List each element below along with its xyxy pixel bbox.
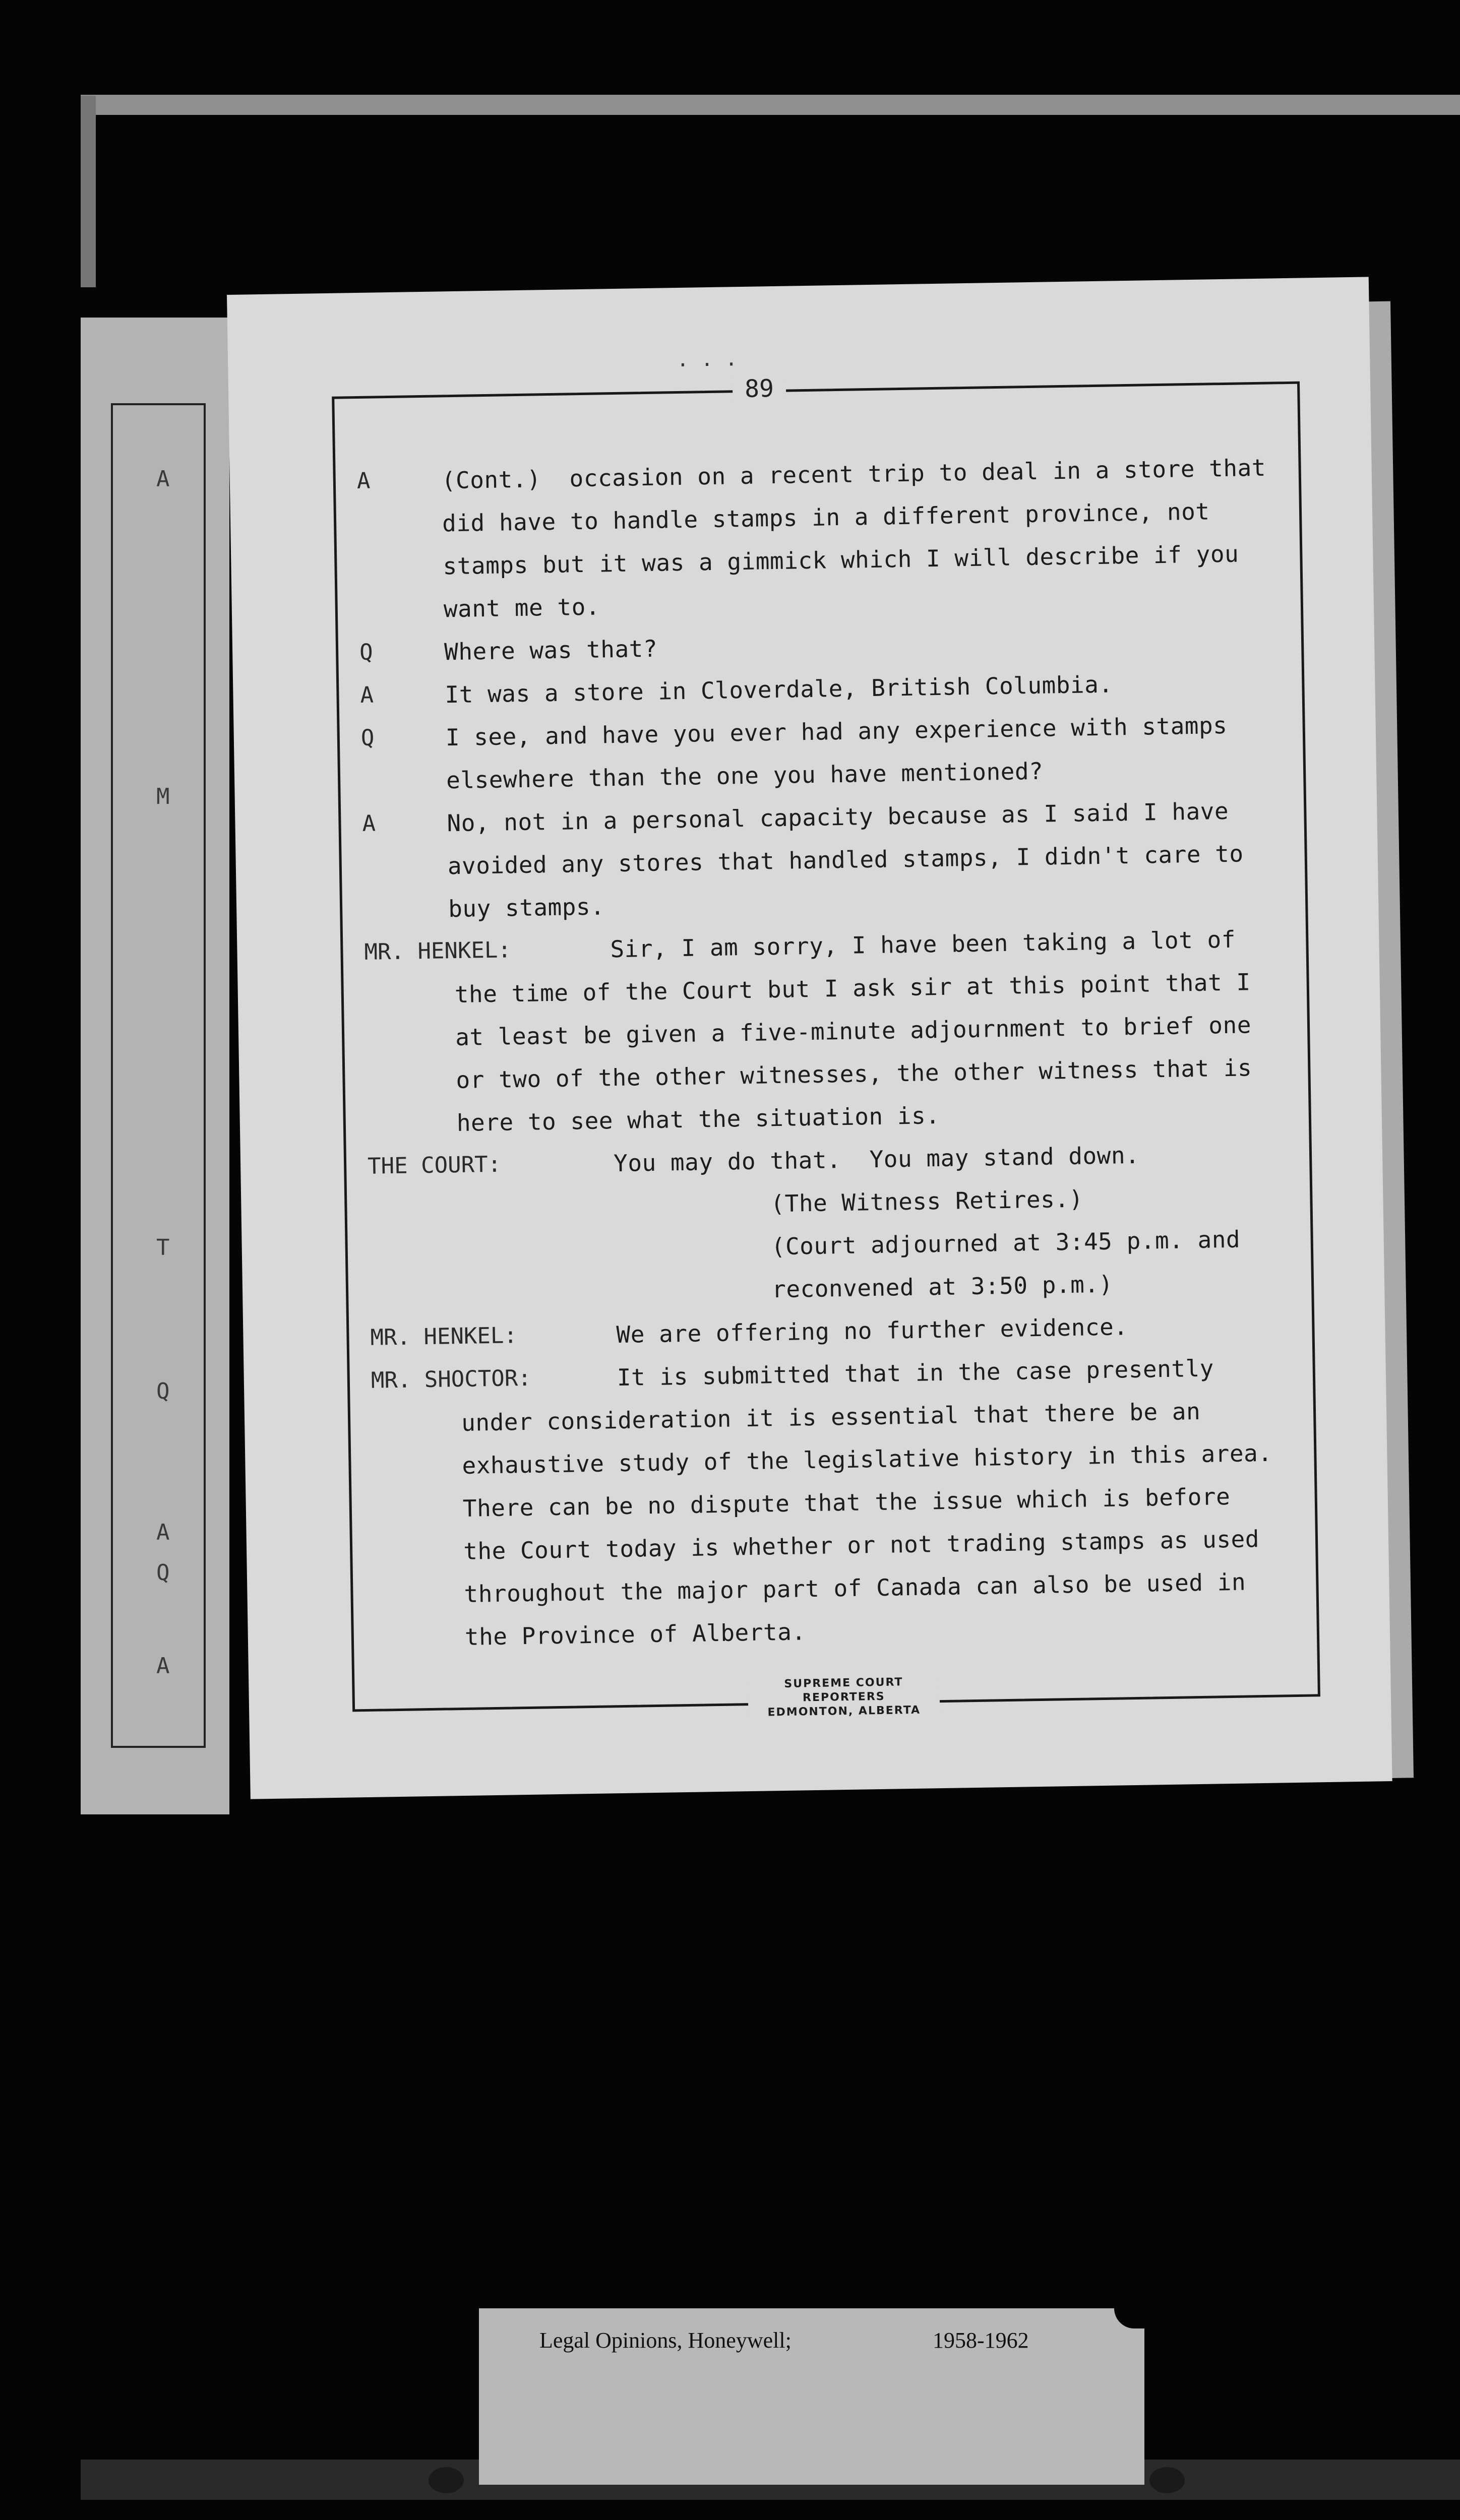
transcript-line: (Court adjourned at 3:45 p.m. and <box>771 1225 1241 1261</box>
transcript-line: under consideration it is essential that there be an <box>461 1397 1201 1436</box>
speaker-label: MR. HENKEL: <box>364 937 512 965</box>
left-margin-letter: Q <box>156 1560 170 1586</box>
transcript-line: here to see what the situation is. <box>456 1101 940 1137</box>
left-margin-letter: T <box>156 1235 170 1261</box>
line-label: A <box>360 682 374 708</box>
left-margin-letter: A <box>156 466 170 492</box>
transcript-line: the Province of Alberta. <box>464 1618 806 1651</box>
line-label: Q <box>360 725 375 751</box>
film-border-top <box>81 95 1460 115</box>
line-label: A <box>356 468 371 494</box>
transcript-line: I see, and have you ever had any experience with stamps <box>445 711 1228 751</box>
transcript-line: the time of the Court but I ask sir at this point that I <box>454 968 1251 1009</box>
transcript-line: It is submitted that in the case presently <box>617 1354 1214 1392</box>
transcript-line: avoided any stores that handled stamps, I didn't care to <box>447 840 1244 880</box>
transcript-line: exhaustive study of the legislative history in this area. <box>462 1439 1272 1479</box>
left-page-frame <box>111 403 206 1748</box>
reporter-stamp-line1: SUPREME COURT REPORTERS <box>784 1676 903 1705</box>
left-margin-letter: Q <box>156 1378 170 1404</box>
transcript-line: There can be no dispute that the issue which is before <box>462 1483 1231 1522</box>
left-neighbor-page <box>81 318 229 1814</box>
transcript-line: (Cont.) occasion on a recent trip to deal in a store that <box>441 454 1266 494</box>
transcript-line: or two of the other witnesses, the other witness that is <box>456 1054 1252 1094</box>
left-margin-letter: M <box>156 784 170 809</box>
reporter-stamp-line2: EDMONTON, ALBERTA <box>767 1704 921 1719</box>
film-sprocket-hole <box>429 2467 464 2493</box>
page-marks: . . . <box>676 347 738 371</box>
transcript-line: buy stamps. <box>448 893 605 923</box>
transcript-line: elsewhere than the one you have mentioned? <box>446 757 1044 794</box>
transcript-line: You may do that. You may stand down. <box>613 1141 1140 1177</box>
folder-date-range: 1958-1962 <box>933 2328 1029 2353</box>
speaker-label: MR. SHOCTOR: <box>371 1365 532 1394</box>
folder-title: Legal Opinions, Honeywell; <box>539 2328 792 2353</box>
transcript-line: No, not in a personal capacity because as I said I have <box>447 797 1229 837</box>
left-margin-letter: A <box>156 1520 170 1545</box>
folder-label <box>479 2308 1144 2485</box>
transcript-line: Sir, I am sorry, I have been taking a lot of <box>610 925 1236 963</box>
film-border-left <box>81 96 96 287</box>
transcript-line: It was a store in Cloverdale, British Columbia. <box>445 670 1113 709</box>
transcript-line: the Court today is whether or not trading stamps as used <box>463 1525 1260 1565</box>
transcript-line: at least be given a five-minute adjournment to brief one <box>455 1011 1252 1051</box>
reporter-stamp <box>748 1675 940 1720</box>
transcript-line: want me to. <box>443 593 600 623</box>
speaker-label: THE COURT: <box>367 1151 502 1179</box>
film-sprocket-hole <box>1149 2467 1185 2493</box>
transcript-line: did have to handle stamps in a different province, not <box>442 497 1210 537</box>
transcript-line: stamps but it was a gimmick which I will describe if you <box>443 540 1239 580</box>
transcript-line: (The Witness Retires.) <box>770 1185 1084 1218</box>
line-label: A <box>362 810 376 837</box>
transcript-line: reconvened at 3:50 p.m.) <box>771 1270 1114 1303</box>
page-number: 89 <box>733 374 786 404</box>
folder-notch <box>1114 2308 1144 2328</box>
left-margin-letter: A <box>156 1653 170 1679</box>
line-label: Q <box>359 639 374 665</box>
speaker-label: MR. HENKEL: <box>370 1322 518 1351</box>
transcript-line: throughout the major part of Canada can also be used in <box>464 1568 1246 1608</box>
transcript-line: Where was that? <box>444 635 658 666</box>
transcript-line: We are offering no further evidence. <box>616 1313 1128 1349</box>
transcript-page <box>227 277 1392 1799</box>
